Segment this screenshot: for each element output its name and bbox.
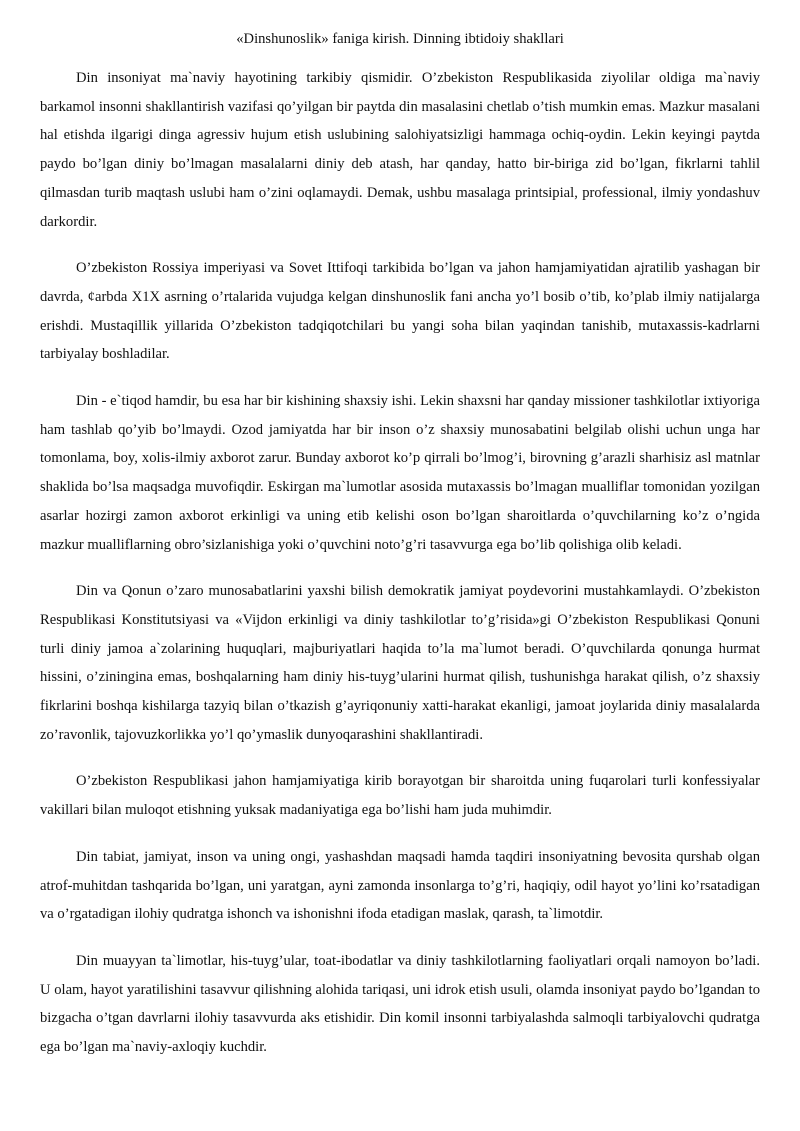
paragraph-6: Din tabiat, jamiyat, inson va uning ongi, yashashdan maqsadi hamda taqdiri insoniyatning bevosita qurshab olgan atrof-muhitdan tashqarida bo’lgan, uni yaratgan, ayni zamonda insonlarga to’g’ri, haqiqiy, odil hayot yo’lini ko’rsatadigan va o’rgatadigan ilohiy qudratga ishonch va ishonishni ifoda etadigan maslak, qarash, ta`limotdir. bbox=[40, 848, 760, 923]
paragraph-2: O’zbekiston Rossiya imperiyasi va Sovet Ittifoqi tarkibida bo’lgan va jahon hamjamiyatidan ajratilib yashagan bir davrda, ¢arbda X1X asrning o’rtalarida vujudga kelgan dinshunoslik fani ancha yo’l bosib o’tib, ko’plab ilmiy natijalarga erishdi. Mustaqillik yillarida O’zbekiston tadqiqotchilari bu yangi soha bilan yaqindan tanishib, mutaxassis-kadrlarni tarbiyalay boshladilar. bbox=[40, 260, 760, 363]
document-title: «Dinshunoslik» faniga kirish. Dinning ibtidoiy shakllari bbox=[236, 31, 564, 47]
paragraph-1: Din insoniyat ma`naviy hayotining tarkibiy qismidir. O’zbekiston Respublikasida ziyolilar oldiga ma`naviy barkamol insonni shakllantirish vazifasi qo’yilgan bir paytda din masalasini chetlab o’tish mumkin emas. Mazkur masalani hal etishda ilgarigi dinga agressiv hujum etish uslubining salohiyatsizligi hammaga ochiq-oydin. Lekin keyingi paytda paydo bo’lgan diniy bo’lmagan masalalarni diniy deb atash, har qanday, hatto bir-biriga zid bo’lgan, fikrlarni tahlil qilmasdan turib maqtash uslubi ham o’zini oqlamaydi. Demak, ushbu masalaga printsipial, professional, ilmiy yondashuv darkordir. bbox=[40, 70, 760, 230]
paragraph-5: O’zbekiston Respublikasi jahon hamjamiyatiga kirib borayotgan bir sharoitda uning fuqarolari turli konfessiyalar vakillari bilan muloqot etishning yuksak madaniyatiga ega bo’lishi ham juda muhimdir. bbox=[40, 773, 760, 819]
paragraph-7: Din muayyan ta`limotlar, his-tuyg’ular, toat-ibodatlar va diniy tashkilotlarning faoliyatlari orqali namoyon bo’ladi. U olam, hayot yaratilishini tasavvur qilishning alohida tariqasi, uni idrok etish usuli, olamda insoniyat paydo bo’lgandan to bizgacha o’tgan davrlarni ilohiy tasavvurda aks etishidir. Din komil insonni tarbiyalashda salmoqli tarbiyalovchi qudratga ega bo’lgan ma`naviy-axloqiy kuchdir. bbox=[40, 952, 760, 1056]
paragraph-4: Din va Qonun o’zaro munosabatlarini yaxshi bilish demokratik jamiyat poydevorini mustahkamlaydi. O’zbekiston Respublikasi Konstitutsiyasi va «Vijdon erkinligi va diniy tashkilotlar to’g’risida»gi O’zbekiston Respublikasi Qonuni turli diniy jamoa a`zolarining huquqlari, majburiyatlari haqida to’la ma`lumot beradi. O’quvchilarda qonunga hurmat hissini, o’ziningina emas, boshqalarning ham diniy his-tuyg’ularini hurmat qilish, tushunishga harakat qilish, o’z shaxsiy fikrlarini boshqa kishilarga tazyiq bilan o’tkazish g’ayriqonuniy xatti-harakat ekanligi, jamoat joylarida diniy masalalarda zo’ravonlik, tajovuzkorlikka yo’l qo’ymaslik dunyoqarashini shakllantiradi. bbox=[40, 583, 760, 743]
paragraph-3: Din - e`tiqod hamdir, bu esa har bir kishining shaxsiy ishi. Lekin shaxsni har qanday missioner tashkilotlar ixtiyoriga ham tashlab qo’yib bo’lmaydi. Ozod jamiyatda har bir inson o’z shaxsiy munosabatini belgilab olishi uchun unga har tomonlama, boy, xolis-ilmiy axborot zarur. Bunday axborot ko’p qirrali bo’lmog’i, birovning g’arazli sharhisiz asl matnlar shaklida bo’lsa maqsadga muvofiqdir. Eskirgan ma`lumotlar asosida mutaxassis bo’lmagan mualliflar tomonidan yozilgan asarlar hozirgi zamon axborot erkinligi va uning etib kelishi oson bo’lgan sharoitlarda o’quvchilarning ko’z o’ngida mazkur mualliflarning obro’sizlanishiga yoki o’quvchini noto’g’ri tasavvurga ega bo’lib qolishiga olib keladi. bbox=[40, 393, 760, 553]
